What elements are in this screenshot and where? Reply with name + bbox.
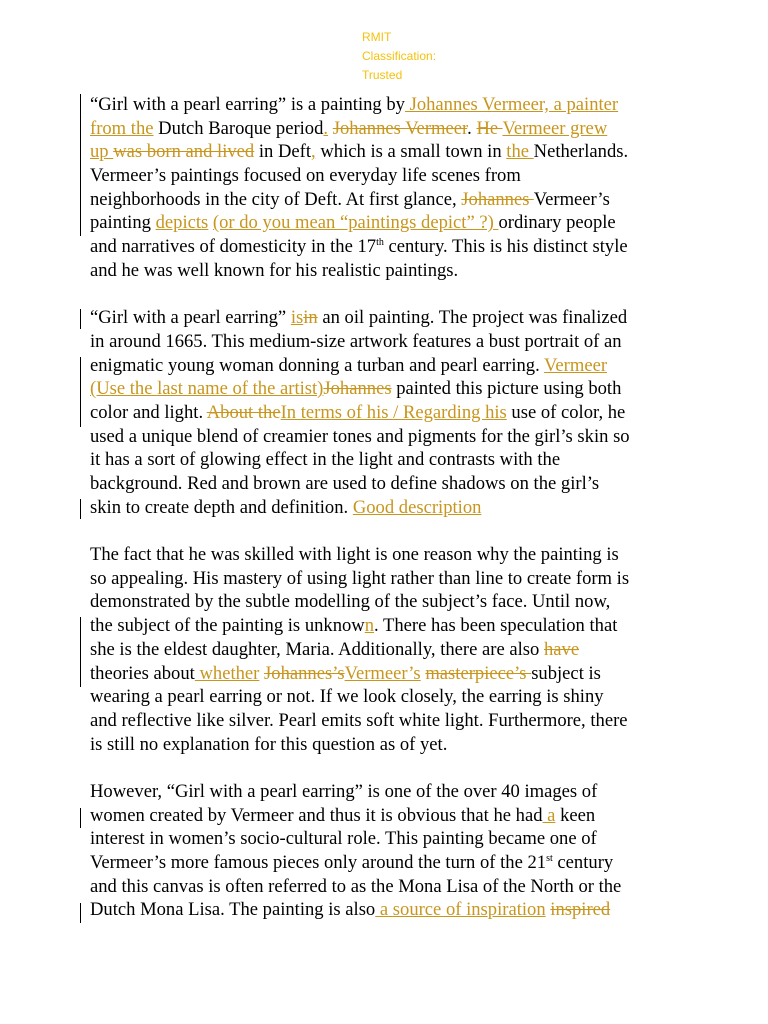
deleted-text: Johannes Vermeer (332, 117, 468, 139)
body-text: and reflective like silver. Pearl emits soft white light. Furthermore, there (90, 709, 628, 731)
deleted-text: masterpiece’s (425, 662, 532, 684)
inserted-text: n (364, 615, 375, 637)
body-text: neighborhoods in the city of Deft. At first glance, (90, 188, 462, 210)
inserted-text: Good description (352, 496, 482, 518)
text-line (90, 93, 690, 117)
text-line (90, 117, 690, 141)
body-text: color and light. (90, 401, 207, 423)
body-text: . There has been speculation that (374, 615, 618, 637)
body-text: Vermeer’s paintings focused on everyday life scenes from (90, 165, 521, 187)
inserted-text: a (542, 804, 556, 826)
inserted-text: the (506, 141, 534, 163)
body-text: Dutch Baroque period (153, 117, 324, 139)
body-text: Netherlands. (533, 141, 629, 163)
text-line (90, 425, 690, 449)
text-line (90, 827, 690, 851)
body-text: use of color, he (506, 401, 626, 423)
body-text: wearing a pearl earring or not. If we look closely, the earring is shiny (90, 686, 604, 708)
text-line (90, 567, 690, 591)
inserted-text: a source of inspiration (375, 899, 546, 921)
paragraph (90, 93, 690, 283)
body-text: “Girl with a pearl earring” is a painting by (90, 94, 405, 115)
text-line (90, 259, 690, 283)
body-text: Vermeer’s (533, 188, 610, 210)
text-line (90, 211, 690, 235)
body-text: in around 1665. This medium-size artwork features a bust portrait of an (90, 330, 622, 352)
inserted-text: . (323, 117, 329, 139)
change-bar (80, 499, 81, 519)
inserted-text: (Use the last name of the artist) (90, 378, 324, 400)
text-line (90, 377, 690, 401)
deleted-text: About the (206, 401, 281, 423)
change-bar (80, 309, 81, 329)
body-text: theories about (90, 662, 195, 684)
text-line (90, 780, 690, 804)
text-line (90, 330, 690, 354)
text-line (90, 898, 690, 922)
text-line (90, 448, 690, 472)
inserted-text: Vermeer grew (502, 117, 608, 139)
text-line (90, 851, 690, 875)
inserted-text: Johannes Vermeer, a painter (404, 94, 619, 115)
text-line (90, 662, 690, 686)
deleted-text: He (476, 117, 503, 139)
deleted-text: was born and lived (113, 141, 255, 163)
text-line (90, 638, 690, 662)
body-text: the subject of the painting is unknow (90, 615, 365, 637)
body-text: skin to create depth and definition. (90, 496, 353, 518)
body-text: “Girl with a pearl earring” (90, 307, 291, 329)
text-line (90, 804, 690, 828)
body-text: is still no explanation for this question as of yet. (90, 733, 448, 755)
body-text: and this canvas is often referred to as the Mona Lisa of the North or the (90, 875, 622, 897)
body-text: painted this picture using both (391, 378, 622, 400)
text-line (90, 590, 690, 614)
text-line (90, 543, 690, 567)
superscript-text: th (376, 236, 384, 248)
document-body (90, 93, 690, 946)
inserted-text: is (290, 307, 304, 329)
text-line (90, 164, 690, 188)
text-line (90, 875, 690, 899)
body-text: and narratives of domesticity in the 17 (90, 236, 377, 258)
body-text: enigmatic young woman donning a turban and pearl earring. (90, 354, 545, 376)
body-text: demonstrated by the subtle modelling of the subject’s face. Until now, (90, 591, 611, 613)
body-text: century (552, 852, 614, 873)
text-line (90, 709, 690, 733)
text-line (90, 354, 690, 378)
change-bar (80, 357, 81, 427)
paragraph (90, 780, 690, 922)
body-text: keen (555, 804, 596, 826)
inserted-text: up (90, 141, 114, 163)
inserted-text: In terms of his / Regarding his (280, 401, 507, 423)
text-line (90, 188, 690, 212)
text-line (90, 235, 690, 259)
inserted-text: depicts (155, 212, 209, 234)
deleted-text: inspired (550, 899, 611, 921)
deleted-text: Johannes’s (264, 662, 345, 684)
body-text: century. This is his distinct style (383, 236, 628, 258)
body-text: which is a small town in (315, 141, 507, 163)
text-line (90, 496, 690, 520)
body-text: used a unique blend of creamier tones and pigments for the girl’s skin so (90, 425, 630, 447)
superscript-text: st (546, 852, 553, 864)
text-line (90, 472, 690, 496)
classification-label: RMIT Classification: Trusted (362, 30, 437, 82)
deleted-text: Johannes (461, 188, 534, 210)
text-line (90, 733, 690, 757)
text-line (90, 685, 690, 709)
inserted-text: Vermeer’s (344, 662, 421, 684)
body-text: an oil painting. The project was finalized (317, 307, 628, 329)
deleted-text: in (303, 307, 318, 329)
change-bar (80, 808, 81, 828)
text-line (90, 306, 690, 330)
text-line (90, 140, 690, 164)
inserted-text: Vermeer (544, 354, 608, 376)
body-text: subject is (531, 662, 601, 684)
change-bar (80, 94, 81, 236)
text-line (90, 401, 690, 425)
body-text: in Deft (254, 141, 312, 163)
body-text: and he was well known for his realistic paintings. (90, 259, 459, 281)
deleted-text: Johannes (323, 378, 392, 400)
body-text: . (467, 117, 477, 139)
body-text: painting (90, 212, 156, 234)
body-text: ordinary people (498, 212, 616, 234)
body-text: it has a sort of glowing effect in the light and contrasts with the (90, 449, 561, 471)
text-line (90, 614, 690, 638)
body-text: The fact that he was skilled with light is one reason why the painting is (90, 544, 619, 566)
body-text: so appealing. His mastery of using light rather than line to create form is (90, 567, 630, 589)
inserted-text: , (311, 141, 316, 163)
inserted-text: (or do you mean “paintings depict” ?) (212, 212, 499, 234)
body-text: Vermeer’s more famous pieces only around the turn of the 21 (90, 852, 547, 873)
change-bar (80, 617, 81, 687)
body-text: Dutch Mona Lisa. The painting is also (90, 899, 376, 921)
deleted-text: have (543, 638, 580, 660)
inserted-text: whether (194, 662, 260, 684)
body-text: women created by Vermeer and thus it is obvious that he had (90, 804, 543, 826)
body-text: However, “Girl with a pearl earring” is one of the over 40 images of (90, 780, 598, 802)
paragraph (90, 543, 690, 756)
body-text: background. Red and brown are used to define shadows on the girl’s (90, 473, 600, 494)
change-bar (80, 903, 81, 923)
paragraph (90, 306, 690, 519)
body-text: she is the eldest daughter, Maria. Additionally, there are also (90, 638, 544, 660)
body-text: interest in women’s socio-cultural role. This painting became one of (90, 828, 597, 850)
inserted-text: from the (90, 117, 154, 139)
